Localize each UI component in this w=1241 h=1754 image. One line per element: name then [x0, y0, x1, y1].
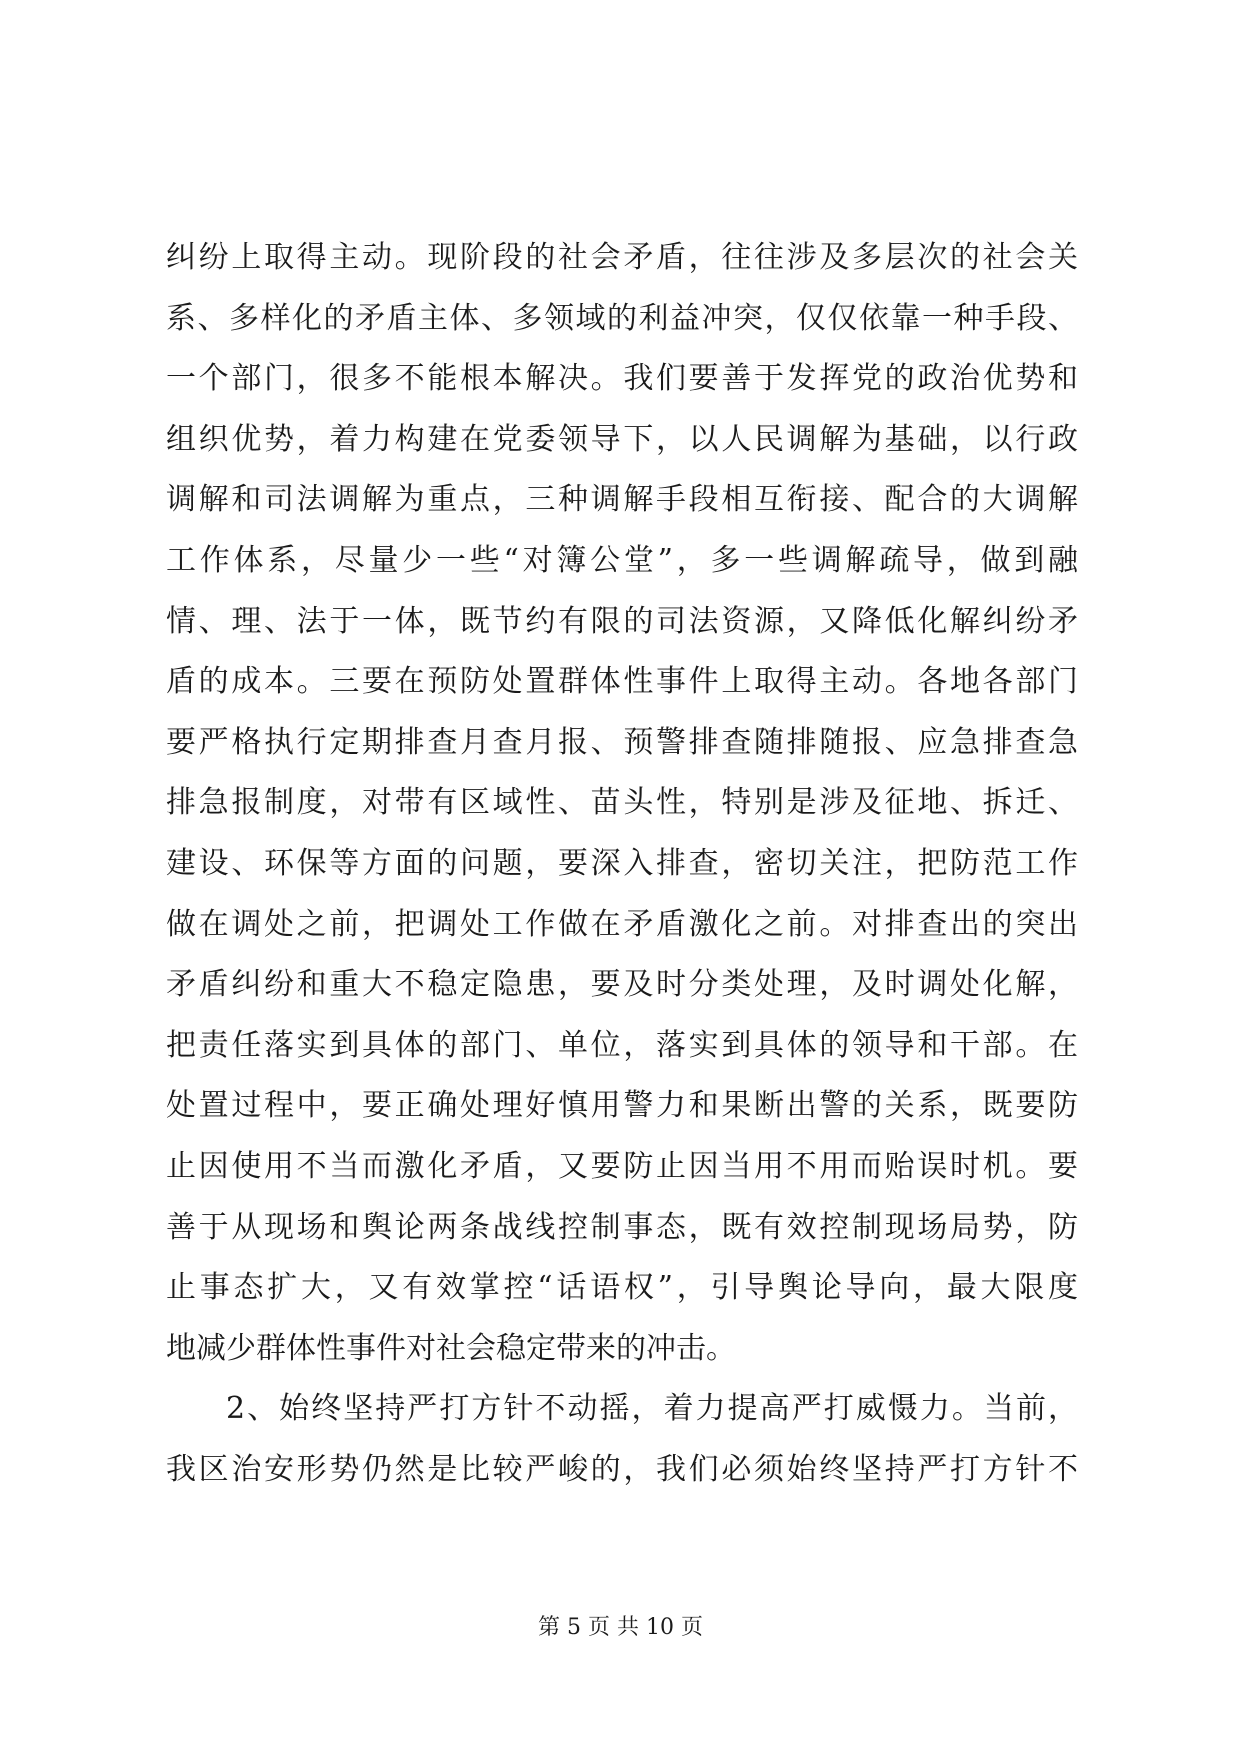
text-line: 止因使用不当而激化矛盾，又要防止因当用不用而贻误时机。要 [166, 1148, 1078, 1184]
text-line: 做在调处之前，把调处工作做在矛盾激化之前。对排查出的突出 [166, 906, 1078, 942]
text-line: 要严格执行定期排查月查月报、预警排查随排随报、应急排查急 [166, 724, 1078, 760]
text-line: 纠纷上取得主动。现阶段的社会矛盾，往往涉及多层次的社会关 [166, 240, 1078, 275]
text-line: 组织优势，着力构建在党委领导下，以人民调解为基础，以行政 [166, 421, 1078, 457]
text-line: 止事态扩大，又有效掌控“话语权”，引导舆论导向，最大限度 [166, 1270, 1078, 1306]
text-line: 工作体系，尽量少一些“对簿公堂”，多一些调解疏导，做到融 [166, 542, 1078, 578]
text-line: 排急报制度，对带有区域性、苗头性，特别是涉及征地、拆迁、 [166, 785, 1078, 821]
text-line: 系、多样化的矛盾主体、多领域的利益冲突，仅仅依靠一种手段、 [166, 300, 1078, 336]
text-line: 一个部门，很多不能根本解决。我们要善于发挥党的政治优势和 [166, 361, 1078, 397]
text-line: 盾的成本。三要在预防处置群体性事件上取得主动。各地各部门 [166, 664, 1078, 700]
text-line: 矛盾纠纷和重大不稳定隐患，要及时分类处理，及时调处化解， [166, 967, 1078, 1003]
text-line: 建设、环保等方面的问题，要深入排查，密切关注，把防范工作 [166, 845, 1078, 881]
text-line: 情、理、法于一体，既节约有限的司法资源，又降低化解纠纷矛 [166, 603, 1078, 639]
body-text [166, 228, 1078, 1500]
text-line: 处置过程中，要正确处理好慎用警力和果断出警的关系，既要防 [166, 1088, 1078, 1124]
text-line: 善于从现场和舆论两条战线控制事态，既有效控制现场局势，防 [166, 1209, 1078, 1245]
text-line: 地减少群体性事件对社会稳定带来的冲击。 [166, 1330, 736, 1366]
section-heading-line: 2、始终坚持严打方针不动摇，着力提高严打威慑力。当前， [226, 1391, 1078, 1427]
page-number-footer: 第 5 页 共 10 页 [538, 1615, 703, 1640]
text-line: 我区治安形势仍然是比较严峻的，我们必须始终坚持严打方针不 [166, 1451, 1078, 1487]
text-line: 调解和司法调解为重点，三种调解手段相互衔接、配合的大调解 [166, 482, 1078, 518]
text-line: 把责任落实到具体的部门、单位，落实到具体的领导和干部。在 [166, 1027, 1078, 1063]
